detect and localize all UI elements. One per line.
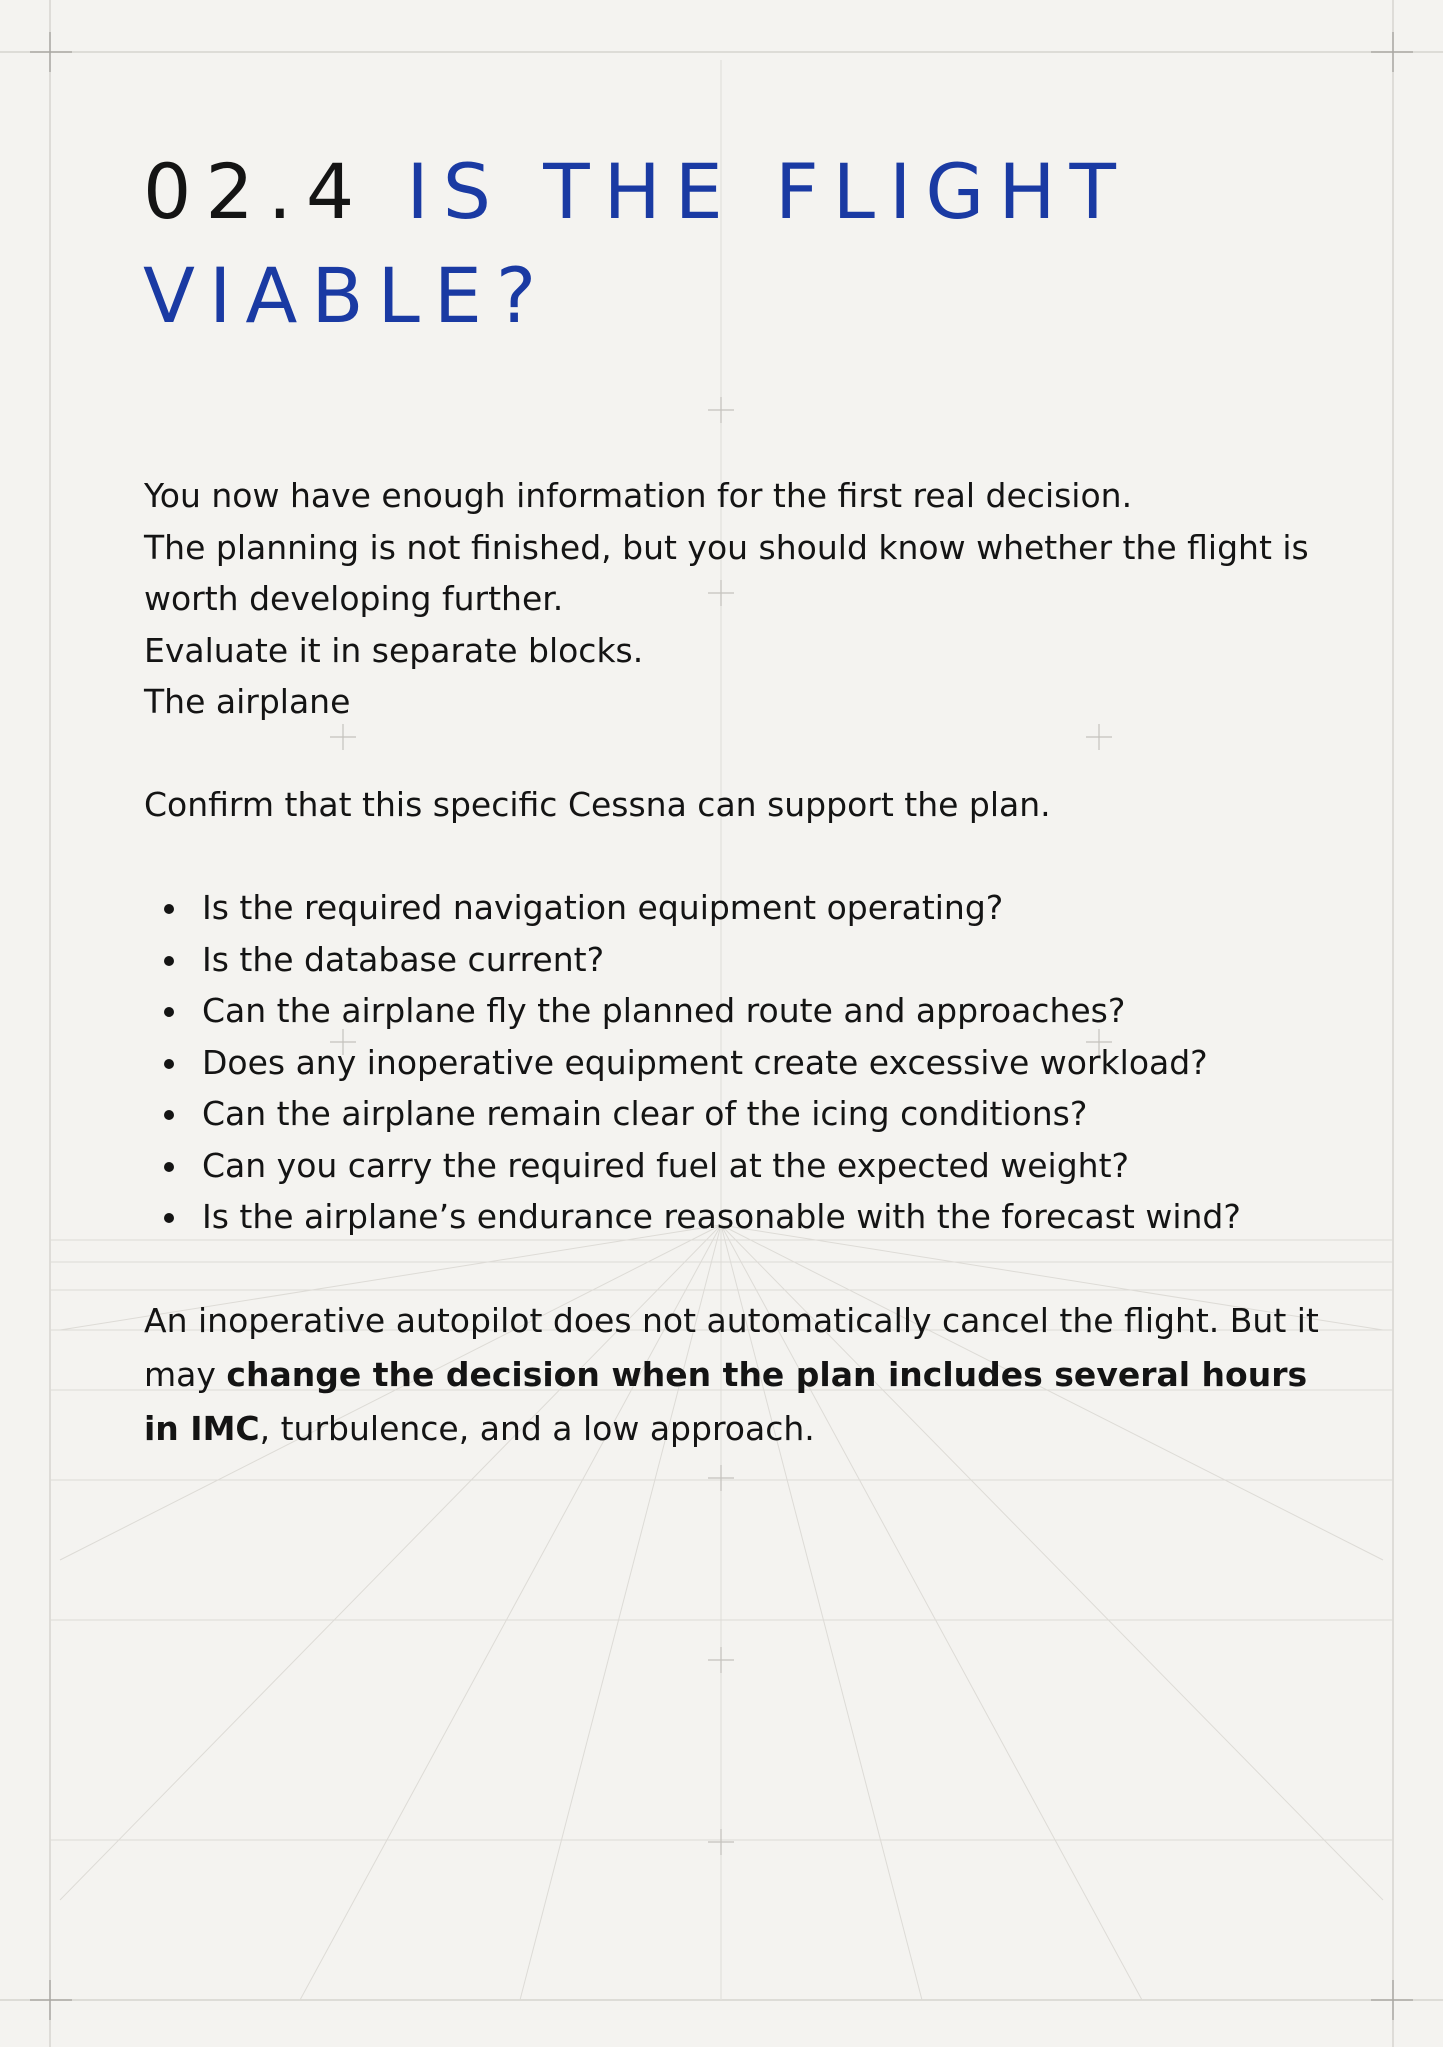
intro-line: Evaluate it in separate blocks. [144,630,644,670]
checklist [144,882,1324,1243]
block-intro: Confirm that this specific Cessna can support the plan. [144,785,1051,824]
list-item [202,934,1324,986]
intro-line: The planning is not finished, but you should know whether the flight is worth developing further. [144,527,1309,618]
list-item [202,1191,1324,1243]
closing-emphasis: change the decision when the plan includes several hours in IMC [144,1355,1308,1448]
closing-text-start: An inoperative autopilot does not automatically cancel the flight. But it may [144,1301,1319,1394]
list-item [202,1088,1324,1140]
section-title: IS THE FLIGHT VIABLE? [143,147,1130,340]
bullet-icon [164,1007,174,1017]
spacer [144,1243,1324,1295]
closing-paragraph [144,1294,1324,1456]
list-item-text: Is the airplane’s endurance reasonable with the forecast wind? [202,1197,1241,1236]
closing-text-end: , turbulence, and a low approach. [259,1409,815,1448]
list-item-text: Is the required navigation equipment operating? [202,888,1004,927]
intro-line: You now have enough information for the first real decision. [144,476,1133,515]
section-heading [143,140,1323,348]
list-item [202,1037,1324,1089]
bullet-icon [164,1162,174,1172]
bullet-icon [164,1059,174,1069]
list-item-text: Does any inoperative equipment create excessive workload? [202,1042,1208,1082]
bullet-icon [164,1213,174,1223]
block-heading: The airplane [144,682,351,721]
section-number: 02.4 [143,147,369,236]
spacer [144,831,1324,883]
list-item [202,882,1324,934]
list-item-text: Can you carry the required fuel at the expected weight? [202,1145,1130,1185]
list-item-text: Can the airplane remain clear of the icing conditions? [202,1094,1088,1133]
list-item-text: Can the airplane fly the planned route and approaches? [202,991,1126,1030]
bullet-icon [164,956,174,966]
bullet-icon [164,904,174,914]
list-item [202,1140,1324,1192]
section-body [144,470,1324,1456]
spacer [144,728,1324,780]
bullet-icon [164,1110,174,1120]
list-item [202,985,1324,1037]
list-item-text: Is the database current? [202,939,605,979]
